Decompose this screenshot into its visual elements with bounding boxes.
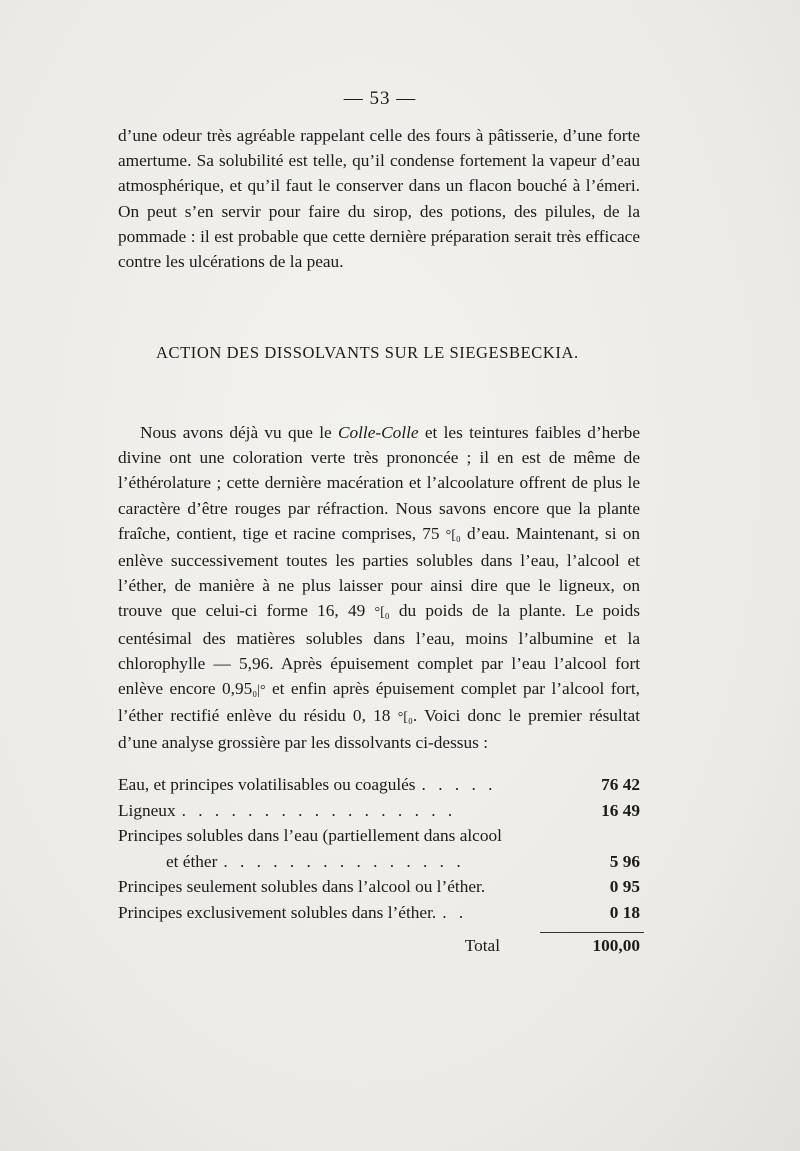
row-value: 0 95 (609, 877, 640, 897)
row-label: Principes exclusivement solubles dans l’éther. (118, 902, 437, 922)
paragraph-intro (118, 123, 640, 274)
text-run: et enfin après épuisement complet par l’alcool fort, l’éther rectifié enlève du résidu 0, 18 (118, 679, 640, 726)
table-row (118, 874, 640, 900)
paragraph-analysis (118, 420, 640, 756)
total-value: 100,00 (592, 936, 640, 955)
row-label: Principes solubles dans l’eau (partiellement dans alcool (118, 826, 502, 846)
total-row (118, 933, 640, 958)
row-value: 16 49 (601, 800, 640, 820)
row-label: et éther (166, 851, 218, 871)
table-row (118, 772, 640, 798)
row-value: 76 42 (601, 775, 640, 794)
text-run: d’eau. Maintenant, si on enlève successivement toutes les parties solubles dans l’eau, l’alcool et l’éther, de manière à ne plus laisser pour ainsi dire que le ligneux, on trouve que celui-ci forme 16, 49 (118, 523, 641, 621)
leader-dots: . . . . . . . . . . . . . . . (223, 851, 465, 871)
row-value: 5 96 (609, 851, 640, 871)
table-row (118, 849, 640, 875)
page-number: — 53 — (343, 88, 417, 109)
row-value: 0 18 (609, 902, 640, 922)
percent-sign: °[₀ (445, 527, 461, 543)
row-label: Principes seulement solubles dans l’alcool ou l’éther. (118, 877, 486, 897)
paragraph-analysis-text (118, 420, 640, 756)
colle-colle-italic: Colle-Colle (337, 423, 419, 442)
percent-sign: °[₀ (397, 710, 413, 726)
text-run: Nous avons déjà vu que le (140, 423, 338, 442)
row-label: Ligneux (118, 800, 176, 820)
percent-sign: ₀|° (252, 683, 266, 699)
text-run: . Voici donc le premier résultat d’une analyse grossière par les dissolvants ci-dessus : (118, 706, 641, 753)
table-row (118, 798, 640, 824)
percent-sign: °[₀ (374, 605, 390, 621)
table-row (118, 900, 640, 926)
leader-dots: . . (442, 902, 468, 922)
paragraph-intro-text: d’une odeur très agréable rappelant celle des fours à pâtisserie, d’une forte amertume. Sa solubilité est telle, qu’il condense fortement la vapeur d’eau atmosphérique, et qu’il faut le conserver dans un flacon bouché à l’émeri. On peut s’en servir pour faire du sirop, des potions, des pilules, de la pommade : il est probable que cette dernière préparation serait très efficace contre les ulcérations de la peau. (118, 126, 640, 272)
table-row (118, 823, 640, 849)
total-label: Total (464, 936, 500, 955)
row-label: Eau, et principes volatilisables ou coagulés (118, 775, 416, 794)
text-run: du poids de la plante. Le poids centésimal des matières solubles dans l’eau, moins l’albumine et la chlorophylle — 5,96. Après épuisement complet par l’eau l’alcool fort enlève encore 0,95 (118, 601, 640, 699)
results-table (118, 772, 640, 926)
section-heading: ACTION DES DISSOLVANTS SUR LE SIEGESBECKIA. (156, 343, 579, 362)
leader-dots: . . . . . . . . . . . . . . . . . (181, 800, 457, 820)
leader-dots: . . . . . (421, 775, 497, 794)
text-run: et les teintures faibles d’herbe divine ont une coloration verte très prononcée ; il en est de même de l’éthérolature ; cette dernière macération et l’alcoolature offrent de plus le caractère d’être rouges par réfraction. Nous savons encore que la plante fraîche, contient, tige et racine comprises, 75 (118, 423, 640, 543)
